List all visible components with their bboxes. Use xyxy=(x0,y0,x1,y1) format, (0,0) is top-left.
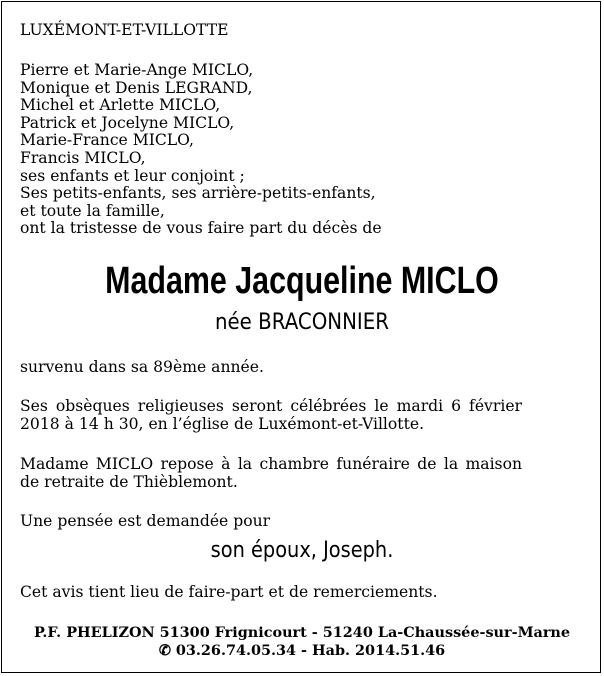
family-line: Monique et Denis LEGRAND, xyxy=(20,78,253,97)
funeral-home-footer xyxy=(0,624,604,660)
spouse-line: son époux, Joseph. xyxy=(210,538,394,563)
rest-line: de retraite de Thièblemont. xyxy=(20,472,238,491)
family-line: et toute la famille, xyxy=(20,201,165,220)
rest-line: Madame MICLO repose à la chambre funéraire de la maison xyxy=(20,455,522,473)
rest-paragraph xyxy=(20,456,522,491)
family-line: Marie-France MICLO, xyxy=(20,131,194,150)
family-list xyxy=(20,62,382,238)
family-line: ont la tristesse de vous faire part du décès de xyxy=(20,219,382,238)
closing-line: Cet avis tient lieu de faire-part et de remerciements. xyxy=(20,583,438,601)
family-line: Francis MICLO, xyxy=(20,148,146,167)
family-line: Pierre et Marie-Ange MICLO, xyxy=(20,61,254,79)
family-line: ses enfants et leur conjoint ; xyxy=(20,166,245,185)
family-line: Michel et Arlette MICLO, xyxy=(20,96,221,115)
footer-line: P.F. PHELIZON 51300 Frignicourt - 51240 La-Chaussée-sur-Marne xyxy=(33,624,571,641)
town-heading: LUXÉMONT-ET-VILLOTTE xyxy=(20,21,229,39)
footer-line: ✆ 03.26.74.05.34 - Hab. 2014.51.46 xyxy=(158,642,446,659)
family-line: Patrick et Jocelyne MICLO, xyxy=(20,113,235,132)
funeral-line: 2018 à 14 h 30, en l’église de Luxémont-et-Villotte. xyxy=(20,414,425,433)
family-line: Ses petits-enfants, ses arrière-petits-enfants, xyxy=(20,184,376,203)
deceased-name: Madame Jacqueline MICLO xyxy=(105,260,499,302)
thought-line: Une pensée est demandée pour xyxy=(20,512,271,530)
funeral-line: Ses obsèques religieuses seront célébrées le mardi 6 février xyxy=(20,397,522,415)
age-line: survenu dans sa 89ème année. xyxy=(20,358,264,376)
funeral-paragraph xyxy=(20,398,522,433)
maiden-name: née BRACONNIER xyxy=(214,310,390,335)
